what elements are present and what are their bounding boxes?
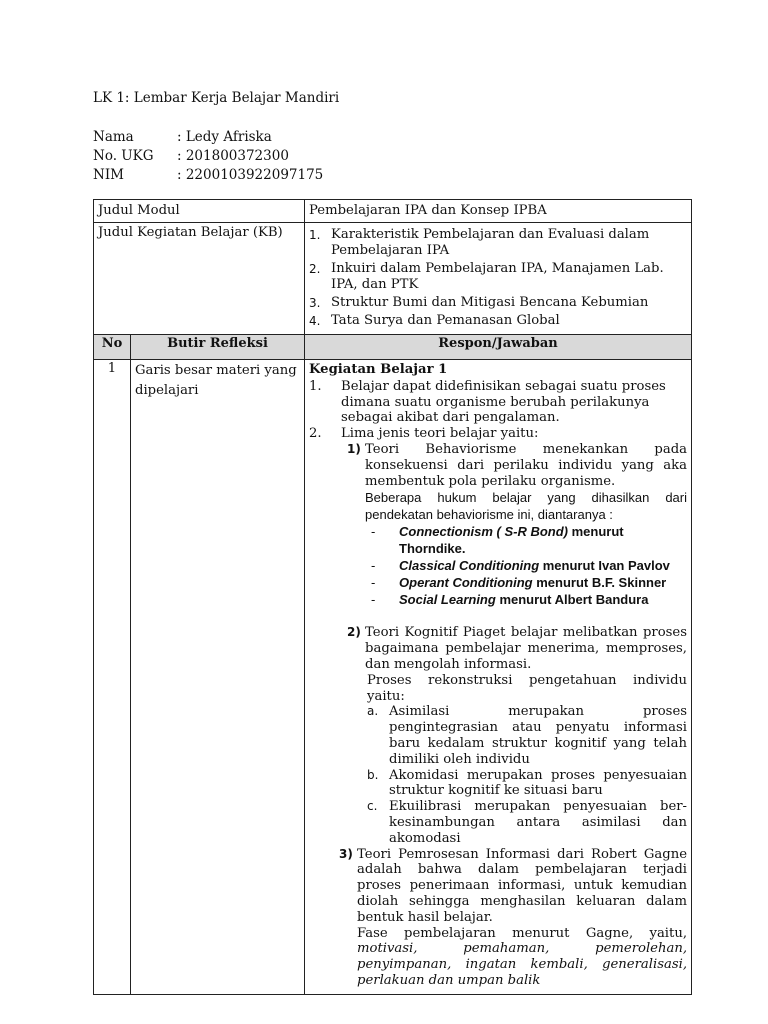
spacer (309, 989, 687, 993)
dash: - (371, 592, 376, 608)
alpha-label: b. (367, 767, 379, 782)
list-text: Tata Surya dan Pemanasan Global (331, 313, 560, 328)
judul-kegiatan-value (305, 223, 692, 335)
alpha-list (359, 704, 687, 846)
kegiatan-belajar-title: Kegiatan Belajar 1 (309, 362, 448, 377)
list-item (309, 313, 687, 329)
point-1 (309, 379, 687, 426)
list-text: Struktur Bumi dan Mitigasi Bencana Kebumian (331, 295, 649, 310)
page-title: LK 1: Lembar Kerja Belajar Mandiri (93, 90, 340, 106)
judul-modul-value: Pembelajaran IPA dan Konsep IPBA (305, 200, 692, 223)
list-item (371, 574, 687, 591)
row-number: 1 (94, 360, 131, 995)
theory-text: Teori Pemrosesan Informasi dari Robert Gagne adalah bahwa dalam pembelajaran terjadi proses penerimaan informasi, untuk kemudian diolah sehingga menghasilan keluaran dalam bentuk hasil belajar. (357, 846, 688, 925)
identity-row-ukg (93, 147, 323, 166)
kegiatan-list (309, 227, 687, 329)
theory-paragraph: Beberapa hukum belajar yang dihasilkan dari pendekatan behaviorisme ini, diantaranya : (365, 490, 688, 523)
respon-jawaban (305, 360, 692, 995)
header-butir: Butir Refleksi (131, 335, 305, 360)
theory-behaviorisme (347, 442, 687, 847)
law-author: menurut B.F. Skinner (532, 575, 667, 591)
paragraph-phases: motivasi, pemahaman, pemerolehan, penyimpanan, ingatan kembali, generalisasi, perlakuan dan umpan balik (357, 941, 688, 988)
butir-refleksi: Garis besar materi yang dipelajari (131, 360, 305, 995)
law-name: Operant Conditioning (399, 575, 533, 591)
row-judul-modul (94, 200, 692, 223)
law-text (399, 574, 666, 591)
list-number: 3. (309, 296, 321, 310)
list-item (309, 261, 687, 293)
theory-number: 3) (339, 846, 353, 861)
law-name: Social Learning (399, 592, 496, 608)
theory-text: Teori Behaviorisme menekankan pada konsekuensi dari perilaku individu yang aka membentuk pola perilaku organisme. (365, 441, 688, 489)
list-item (309, 227, 687, 259)
point-number: 2. (309, 426, 322, 442)
point-number: 1. (309, 378, 322, 394)
alpha-text: Akomidasi merupakan proses penyesuaian struktur kognitif ke situasi baru (389, 767, 688, 799)
theory-pemrosesan (339, 847, 687, 989)
paragraph-lead: Fase pembelajaran menurut Gagne, yaitu, (357, 925, 688, 941)
law-author: menurut Ivan Pavlov (539, 558, 670, 574)
list-number: 4. (309, 314, 321, 328)
list-item (367, 799, 687, 846)
identity-value: : 2200103922097175 (177, 167, 324, 183)
header-respon: Respon/Jawaban (305, 335, 692, 360)
theory-text: Teori Kognitif Piaget belajar melibatkan proses bagaimana pembelajar menerima, memproses, dan mengolah informasi. (365, 625, 688, 672)
point-text: Lima jenis teori belajar yaitu: (341, 426, 539, 442)
theory-number: 1) (347, 441, 361, 456)
list-item (309, 295, 687, 311)
alpha-text: Asimilasi merupakan proses pengintegrasian atau penyatu informasi baru kedalam struktur kognitif yang telah dimiliki oleh individu (389, 704, 688, 767)
judul-kegiatan-label: Judul Kegiatan Belajar (KB) (94, 223, 305, 335)
list-item (371, 523, 687, 557)
theory-paragraph: Proses rekonstruksi pengetahuan individu yaitu: (367, 672, 688, 704)
list-number: 2. (309, 262, 321, 276)
header-no: No (94, 335, 131, 360)
list-item (371, 591, 687, 608)
law-name: Classical Conditioning (399, 558, 540, 574)
list-item (367, 704, 687, 767)
point-text: Belajar dapat didefinisikan sebagai suatu proses dimana suatu organisme berubah perilakunya sebagai akibat dari pengalaman. (341, 378, 666, 426)
judul-modul-label: Judul Modul (94, 200, 305, 223)
list-text: Karakteristik Pembelajaran dan Evaluasi dalam Pembelajaran IPA (331, 227, 650, 258)
identity-block (93, 128, 323, 185)
law-name: Connectionism ( S-R Bond) (399, 524, 569, 540)
alpha-label: a. (367, 704, 379, 719)
spacer (347, 608, 687, 625)
law-author: menurut Thorndike. (399, 524, 624, 557)
identity-label: Nama (93, 129, 134, 145)
list-text: Inkuiri dalam Pembelajaran IPA, Manajamen Lab. IPA, dan PTK (331, 261, 664, 292)
theory-paragraph (357, 926, 687, 989)
list-item (371, 557, 687, 574)
law-text (399, 523, 687, 557)
law-author: menurut Albert Bandura (495, 592, 649, 608)
identity-value: : 201800372300 (177, 148, 289, 164)
list-item (367, 768, 687, 800)
identity-label: No. UKG (93, 148, 154, 164)
identity-row-nama (93, 128, 323, 147)
theory-heading (339, 847, 687, 926)
alpha-label: c. (367, 799, 378, 814)
law-text (399, 591, 648, 608)
row-judul-kegiatan (94, 223, 692, 335)
law-text (399, 557, 670, 574)
identity-label: NIM (93, 167, 124, 183)
table-row (94, 360, 692, 995)
laws-list (365, 523, 687, 608)
identity-value: : Ledy Afriska (177, 129, 272, 145)
theory-number: 2) (347, 625, 361, 640)
dash: - (371, 575, 376, 591)
table-header-row (94, 335, 692, 360)
theory-heading (347, 625, 687, 672)
identity-row-nim (93, 166, 323, 185)
point-2 (309, 426, 687, 442)
dash: - (371, 558, 376, 574)
alpha-text: Ekuilibrasi merupakan penyesuaian ber-kesinambungan antara asimilasi dan akomodasi (389, 799, 688, 846)
theory-heading (347, 442, 687, 489)
list-number: 1. (309, 228, 321, 242)
dash: - (371, 524, 376, 540)
worksheet-table (93, 199, 692, 995)
